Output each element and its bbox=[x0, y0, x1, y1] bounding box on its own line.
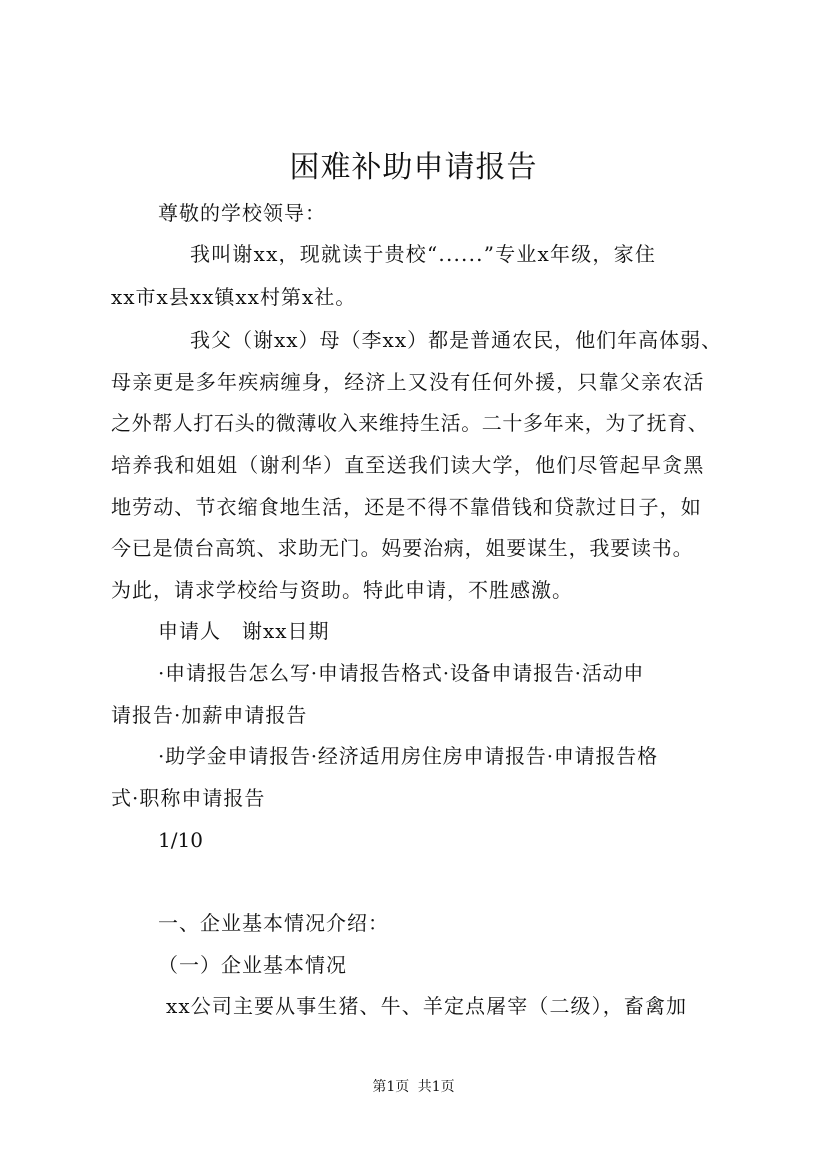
related-links-2-line-1[interactable]: ·助学金申请报告·经济适用房住房申请报告·申请报告格 bbox=[158, 744, 658, 768]
paragraph-2-line-7: 为此，请求学校给与资助。特此申请，不胜感激。 bbox=[111, 578, 573, 602]
paragraph-2-line-3: 之外帮人打石头的微薄收入来维持生活。二十多年来，为了抚育、 bbox=[111, 411, 709, 435]
subsection-heading: （一）企业基本情况 bbox=[158, 953, 347, 977]
paragraph-2-line-4: 培养我和姐姐（谢利华）直至送我们读大学，他们尽管起早贪黑 bbox=[111, 453, 705, 477]
body-start-line: xx公司主要从事生猪、牛、羊定点屠宰（二级），畜禽加 bbox=[166, 994, 688, 1018]
page-marker: 1/10 bbox=[158, 828, 203, 852]
footer-page-label: 第1页 bbox=[372, 1079, 410, 1095]
paragraph-2-line-5: 地劳动、节衣缩食地生活，还是不得不靠借钱和贷款过日子，如 bbox=[111, 495, 702, 519]
footer-total-label: 共1页 bbox=[417, 1079, 455, 1095]
paragraph-1-line-1: 我叫谢xx，现就读于贵校“......”专业x年级，家住 bbox=[190, 242, 657, 266]
related-links-1-line-1[interactable]: ·申请报告怎么写·申请报告格式·设备申请报告·活动申 bbox=[158, 661, 645, 685]
section-heading: 一、企业基本情况介绍： bbox=[158, 911, 389, 935]
paragraph-2-line-1: 我父（谢xx）母（李xx）都是普通农民，他们年高体弱、 bbox=[190, 328, 723, 352]
paragraph-2-line-6: 今已是债台高筑、求助无门。妈要治病，姐要谋生，我要读书。 bbox=[111, 536, 694, 560]
paragraph-1-line-2: xx市x县xx镇xx村第x社。 bbox=[111, 285, 357, 309]
page-footer bbox=[0, 1078, 827, 1096]
paragraph-2-line-2: 母亲更是多年疾病缠身，经济上又没有任何外援，只靠父亲农活 bbox=[111, 370, 705, 394]
document-title: 困难补助申请报告 bbox=[289, 150, 538, 185]
related-links-1-line-2[interactable]: 请报告·加薪申请报告 bbox=[111, 703, 308, 727]
signature-line: 申请人 谢xx日期 bbox=[158, 619, 330, 643]
related-links-2-line-2[interactable]: 式·职称申请报告 bbox=[111, 786, 266, 810]
salutation: 尊敬的学校领导： bbox=[158, 201, 326, 225]
